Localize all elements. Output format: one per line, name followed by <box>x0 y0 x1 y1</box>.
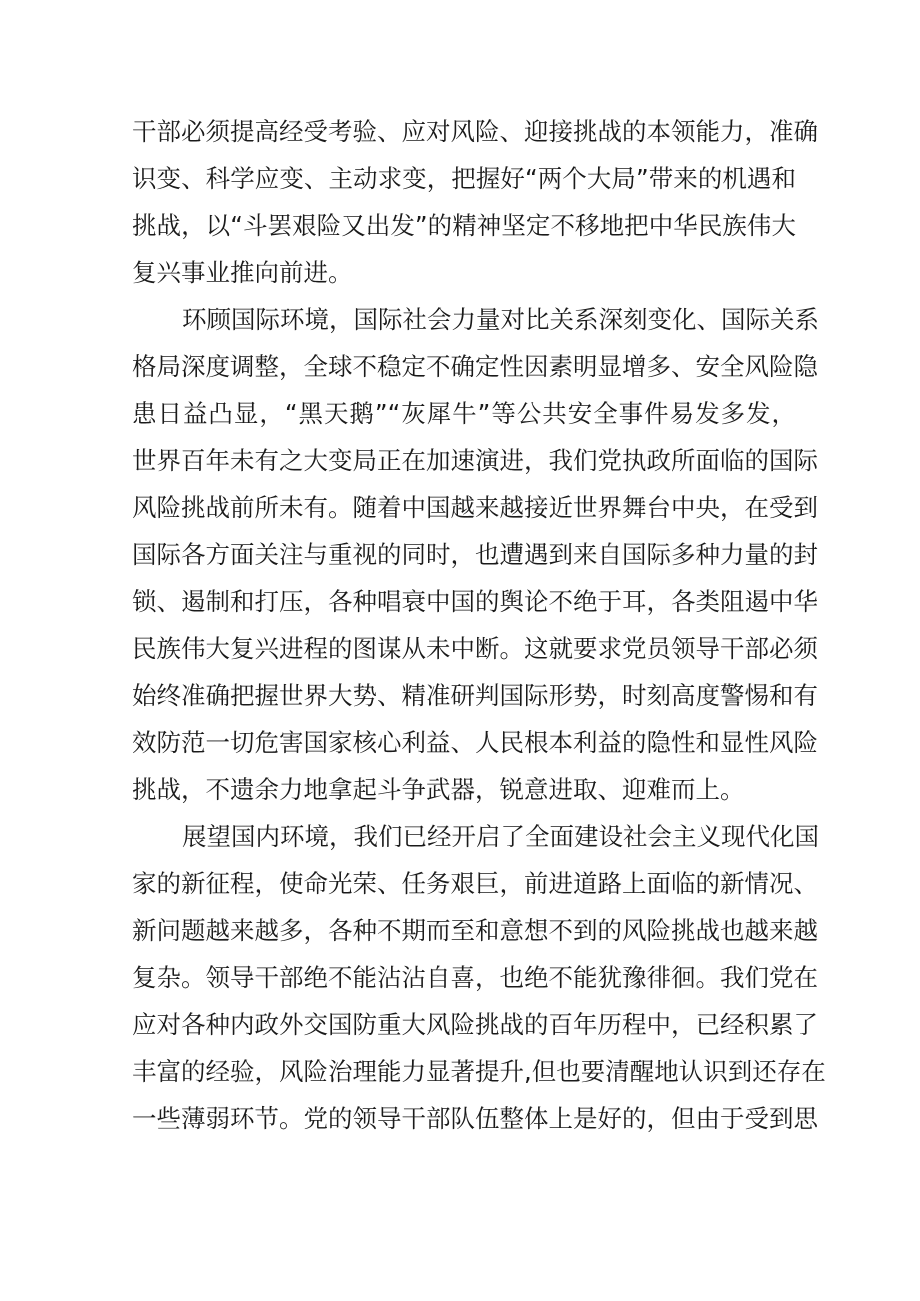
paragraph-2-line-3: 患日益凸显，“黑天鹅”“灰犀牛”等公共安全事件易发多发， <box>132 399 796 428</box>
body-text <box>132 108 826 1142</box>
paragraph-2-line-9: 始终准确把握世界大势、精准研判国际形势，时刻高度警惕和有 <box>132 681 818 710</box>
paragraph-2-line-4: 世界百年未有之大变局正在加速演进，我们党执政所面临的国际 <box>132 446 818 475</box>
paragraph-2-line-5: 风险挑战前所未有。随着中国越来越接近世界舞台中央，在受到 <box>132 493 818 522</box>
paragraph-3-line-5: 应对各种内政外交国防重大风险挑战的百年历程中，已经积累了 <box>132 1010 818 1039</box>
paragraph-2-line-6: 国际各方面关注与重视的同时，也遭遇到来自国际多种力量的封 <box>132 540 818 569</box>
paragraph-1-line-1: 干部必须提高经受考验、应对风险、迎接挑战的本领能力，准确 <box>132 117 818 146</box>
paragraph-3-line-2: 家的新征程，使命光荣、任务艰巨，前进道路上面临的新情况、 <box>132 869 818 898</box>
paragraph-2-line-1: 环顾国际环境，国际社会力量对比关系深刻变化、国际关系 <box>182 305 819 334</box>
paragraph-1-line-4: 复兴事业推向前进。 <box>132 258 353 287</box>
paragraph-3-line-3: 新问题越来越多，各种不期而至和意想不到的风险挑战也越来越 <box>132 916 818 945</box>
paragraph-2-line-11: 挑战，不遗余力地拿起斗争武器，锐意进取、迎难而上。 <box>132 775 745 804</box>
paragraph-3-line-7: 一些薄弱环节。党的领导干部队伍整体上是好的，但由于受到思 <box>132 1104 818 1133</box>
paragraph-1-line-3: 挑战，以“斗罢艰险又出发”的精神坚定不移地把中华民族伟大 <box>132 211 796 240</box>
paragraph-3-line-6: 丰富的经验，风险治理能力显著提升,但也要清醒地认识到还存在 <box>132 1057 826 1086</box>
paragraph-3-line-4: 复杂。领导干部绝不能沾沾自喜，也绝不能犹豫徘徊。我们党在 <box>132 963 818 992</box>
paragraph-2-line-8: 民族伟大复兴进程的图谋从未中断。这就要求党员领导干部必须 <box>132 634 818 663</box>
paragraph-2-line-10: 效防范一切危害国家核心利益、人民根本利益的隐性和显性风险 <box>132 728 818 757</box>
paragraph-2-line-2: 格局深度调整，全球不稳定不确定性因素明显增多、安全风险隐 <box>132 352 818 381</box>
paragraph-2-line-7: 锁、遏制和打压，各种唱衰中国的舆论不绝于耳，各类阻遏中华 <box>132 587 818 616</box>
paragraph-3-line-1: 展望国内环境，我们已经开启了全面建设社会主义现代化国 <box>182 822 819 851</box>
paragraph-1-line-2: 识变、科学应变、主动求变，把握好“两个大局”带来的机遇和 <box>132 164 796 193</box>
